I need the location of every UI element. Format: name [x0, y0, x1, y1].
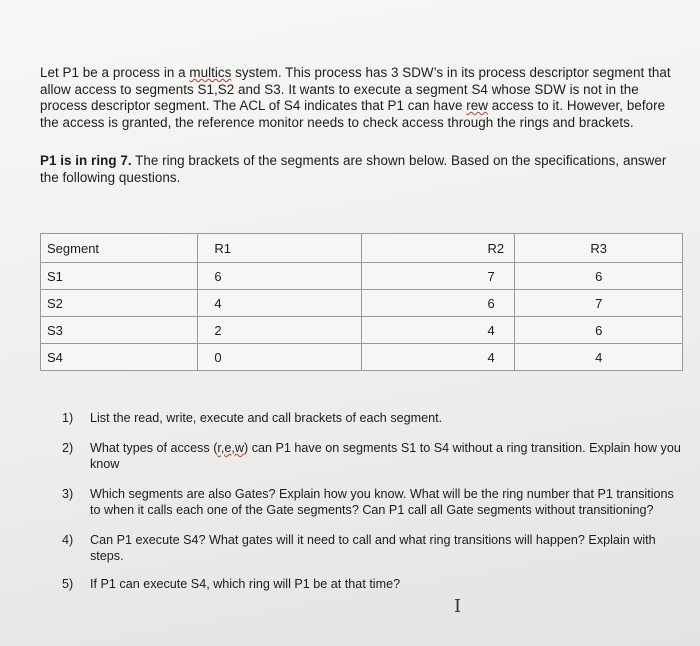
question-number: 1) [62, 411, 74, 425]
cell-r1: 6 [198, 263, 361, 290]
question-text: Can P1 execute S4? What gates will it need to call and what ring transitions will happen? Explain with steps. [90, 533, 656, 563]
cell-r1: 2 [198, 317, 361, 344]
intro-text-2: system. This process has 3 SDW’s in its process descriptor segment that allow access to segments S1,S2 and S3. It wants to execute a segment S4 whose SDW is not in the process descriptor segment. The ACL of S4 indicates that P1 can have [40, 65, 671, 113]
question-number: 2) [62, 441, 74, 455]
cell-segment: S4 [41, 344, 198, 371]
table-header-row [41, 234, 683, 263]
question-text-post: ) can P1 have on segments S1 to S4 without a ring transition. Explain how you know [90, 441, 681, 471]
question-text: If P1 can execute S4, which ring will P1 be at that time? [90, 577, 401, 591]
question-item [62, 486, 684, 518]
question-text [90, 440, 684, 472]
cell-segment: S1 [41, 263, 198, 290]
cell-r3: 7 [515, 290, 683, 317]
cell-r2: 4 [361, 344, 515, 371]
cell-r3: 4 [515, 344, 683, 371]
ring-statement-text: The ring brackets of the segments are shown below. Based on the specifications, answer the following questions. [40, 153, 667, 185]
intro-text-1: Let P1 be a process in a [40, 65, 190, 80]
header-r1: R1 [198, 234, 361, 263]
question-item [62, 410, 684, 426]
rew-word: rew [466, 98, 488, 113]
table-row [41, 290, 683, 317]
intro-paragraph [40, 65, 680, 131]
header-r2: R2 [361, 234, 515, 263]
header-r3: R3 [515, 234, 683, 263]
question-text: Which segments are also Gates? Explain how you know. What will be the ring number that P1 transitions to when it calls each one of the Gate segments? Can P1 call all Gate segments without transitioning? [90, 487, 674, 517]
table-row [41, 344, 683, 371]
rew-access-word: r,e,w [217, 441, 244, 455]
multics-word: multics [189, 65, 232, 80]
question-item [62, 576, 684, 592]
cell-r1: 4 [198, 290, 361, 317]
cell-segment: S3 [41, 317, 198, 344]
question-item [62, 532, 684, 564]
question-item [62, 440, 684, 472]
question-text: List the read, write, execute and call brackets of each segment. [90, 411, 443, 425]
intro-text-3: access to it. However, before the access is granted, the reference monitor needs to check access through the rings and brackets. [40, 98, 666, 130]
ring-paragraph [40, 153, 680, 186]
question-number: 3) [62, 487, 74, 501]
question-text-pre: What types of access ( [90, 441, 218, 455]
header-segment: Segment [41, 234, 198, 263]
cell-r2: 4 [361, 317, 515, 344]
cell-r3: 6 [515, 263, 683, 290]
cell-segment: S2 [41, 290, 198, 317]
cell-r1: 0 [198, 344, 361, 371]
cell-r3: 6 [515, 317, 683, 344]
ring-statement-bold: P1 is in ring 7. [40, 153, 132, 168]
ring-brackets-table [40, 233, 683, 371]
question-list [62, 410, 684, 592]
table-row [41, 263, 683, 290]
question-number: 5) [62, 577, 74, 591]
question-number: 4) [62, 533, 74, 547]
cell-r2: 7 [361, 263, 515, 290]
text-cursor-icon: I [454, 596, 462, 617]
cell-r2: 6 [361, 290, 515, 317]
table-row [41, 317, 683, 344]
